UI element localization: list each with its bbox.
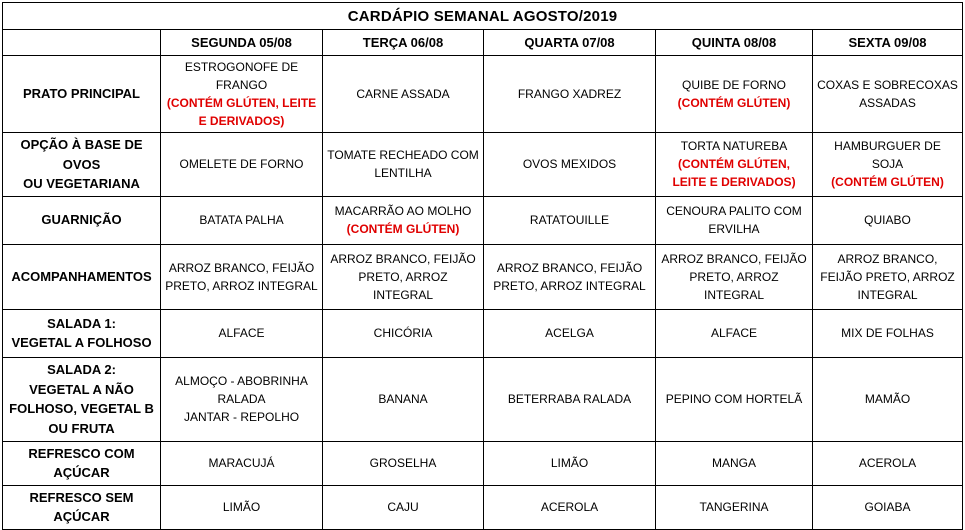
- menu-cell: [484, 441, 656, 485]
- menu-item-text: TANGERINA: [699, 500, 769, 514]
- menu-item-text: LIMÃO: [550, 456, 589, 470]
- menu-item-text: ACEROLA: [858, 456, 917, 470]
- menu-cell: [323, 309, 484, 357]
- menu-item-text: BATATA PALHA: [199, 213, 284, 227]
- column-header-day: QUARTA 07/08: [484, 30, 656, 56]
- menu-cell: [813, 309, 963, 357]
- row-label-line: ACOMPANHAMENTOS: [11, 268, 152, 284]
- column-header-day: SEGUNDA 05/08: [161, 30, 323, 56]
- row-label-line: GUARNIÇÃO: [41, 212, 122, 228]
- menu-item-text: ACEROLA: [540, 500, 599, 514]
- menu-cell: [323, 357, 484, 441]
- menu-item-text: TOMATE RECHEADO COM LENTILHA: [327, 148, 479, 181]
- allergen-note: (CONTÉM GLÚTEN): [677, 96, 791, 110]
- row-label: [3, 56, 161, 133]
- row-label: [3, 441, 161, 485]
- row-label: [3, 357, 161, 441]
- allergen-note: (CONTÉM GLÚTEN): [831, 175, 944, 190]
- row-label: [3, 133, 161, 197]
- row-label: [3, 244, 161, 309]
- menu-cell: [484, 133, 656, 197]
- menu-cell: [813, 485, 963, 529]
- allergen-note: (CONTÉM GLÚTEN, LEITE E DERIVADOS): [672, 157, 796, 190]
- table-row: [3, 56, 963, 133]
- menu-cell: [161, 133, 323, 197]
- corner-empty-cell: [3, 30, 161, 56]
- menu-item-text: JANTAR - REPOLHO: [183, 410, 300, 424]
- row-label-line: VEGETAL A FOLHOSO: [11, 335, 152, 350]
- weekly-menu-table: [2, 2, 963, 530]
- menu-body: [3, 56, 963, 530]
- menu-item-text: MANGA: [711, 456, 756, 470]
- day-header-row: [3, 30, 963, 56]
- menu-item-text: ARROZ BRANCO, FEIJÃO PRETO, ARROZ INTEGRAL: [820, 251, 955, 302]
- menu-cell: [161, 441, 323, 485]
- table-row: [3, 133, 963, 197]
- row-label-line: OU VEGETARIANA: [23, 176, 140, 191]
- menu-cell: [813, 441, 963, 485]
- menu-cell: [813, 56, 963, 133]
- menu-item-text: RATATOUILLE: [529, 213, 610, 227]
- menu-cell: [813, 196, 963, 244]
- menu-cell: [161, 196, 323, 244]
- menu-cell: [161, 56, 323, 133]
- row-label: [3, 309, 161, 357]
- menu-cell: [323, 196, 484, 244]
- menu-cell: [323, 56, 484, 133]
- row-label-line: REFRESCO SEM AÇÚCAR: [29, 489, 134, 524]
- table-row: [3, 196, 963, 244]
- menu-cell: [656, 485, 813, 529]
- table-row: [3, 485, 963, 529]
- menu-cell: [484, 56, 656, 133]
- menu-item-text: TORTA NATUREBA: [680, 139, 788, 154]
- row-label: [3, 196, 161, 244]
- menu-item-text: CENOURA PALITO COM ERVILHA: [666, 204, 802, 236]
- menu-item-text: LIMÃO: [222, 500, 261, 514]
- row-label: [3, 485, 161, 529]
- row-label-line: REFRESCO COM AÇÚCAR: [28, 445, 135, 480]
- row-label-line: OPÇÃO À BASE DE OVOS: [20, 137, 143, 172]
- menu-cell: [161, 309, 323, 357]
- menu-item-text: GROSELHA: [369, 456, 437, 470]
- menu-item-text: OVOS MEXIDOS: [522, 157, 617, 172]
- table-row: [3, 441, 963, 485]
- menu-cell: [323, 485, 484, 529]
- menu-cell: [484, 196, 656, 244]
- menu-cell: [656, 309, 813, 357]
- menu-item-text: ESTROGONOFE DE FRANGO: [184, 60, 299, 92]
- title-row: [3, 3, 963, 30]
- menu-item-text: BANANA: [378, 392, 428, 406]
- menu-item-text: CARNE ASSADA: [356, 87, 450, 101]
- menu-cell: [656, 56, 813, 133]
- menu-cell: [813, 133, 963, 197]
- menu-cell: [656, 441, 813, 485]
- menu-item-text: MAMÃO: [864, 392, 911, 406]
- menu-item-text: MARACUJÁ: [208, 456, 275, 470]
- menu-item-text: ARROZ BRANCO, FEIJÃO PRETO, ARROZ INTEGRAL: [165, 260, 318, 293]
- menu-cell: [656, 357, 813, 441]
- menu-item-text: CAJU: [387, 500, 419, 514]
- menu-cell: [323, 133, 484, 197]
- row-label-line: FOLHOSO, VEGETAL B: [9, 401, 154, 416]
- menu-cell: [323, 244, 484, 309]
- table-title: CARDÁPIO SEMANAL AGOSTO/2019: [3, 3, 963, 30]
- table-row: [3, 244, 963, 309]
- table-row: [3, 309, 963, 357]
- menu-item-text: BETERRABA RALADA: [507, 392, 632, 406]
- menu-item-text: ALMOÇO - ABOBRINHA RALADA: [175, 374, 308, 406]
- menu-item-text: PEPINO COM HORTELÃ: [665, 392, 803, 406]
- menu-item-text: ARROZ BRANCO, FEIJÃO PRETO, ARROZ INTEGRAL: [661, 251, 807, 302]
- menu-item-text: ARROZ BRANCO, FEIJÃO PRETO, ARROZ INTEGRAL: [330, 251, 476, 302]
- menu-item-text: COXAS E SOBRECOXAS ASSADAS: [817, 78, 958, 110]
- row-label-line: VEGETAL A NÃO: [29, 381, 134, 397]
- column-header-day: TERÇA 06/08: [323, 30, 484, 56]
- menu-item-text: ALFACE: [710, 326, 758, 340]
- row-label-line: SALADA 2:: [47, 362, 116, 377]
- menu-item-text: ALFACE: [218, 326, 265, 340]
- menu-item-text: FRANGO XADREZ: [517, 87, 622, 101]
- menu-item-text: HAMBURGUER DE SOJA: [834, 139, 941, 172]
- menu-cell: [656, 196, 813, 244]
- menu-item-text: MACARRÃO AO MOLHO: [334, 204, 472, 218]
- menu-item-text: GOIABA: [864, 500, 911, 514]
- row-label-line: SALADA 1:: [47, 315, 116, 331]
- menu-item-text: QUIBE DE FORNO: [681, 78, 786, 92]
- menu-cell: [161, 244, 323, 309]
- menu-cell: [484, 357, 656, 441]
- menu-item-text: CHICÓRIA: [373, 326, 433, 340]
- menu-item-text: ARROZ BRANCO, FEIJÃO PRETO, ARROZ INTEGRAL: [493, 260, 646, 293]
- menu-cell: [484, 244, 656, 309]
- menu-cell: [656, 133, 813, 197]
- menu-cell: [813, 244, 963, 309]
- menu-cell: [161, 357, 323, 441]
- menu-item-text: QUIABO: [864, 213, 911, 227]
- row-label-line: OU FRUTA: [48, 420, 115, 436]
- column-header-day: QUINTA 08/08: [656, 30, 813, 56]
- menu-cell: [813, 357, 963, 441]
- allergen-note: (CONTÉM GLÚTEN, LEITE E DERIVADOS): [166, 96, 317, 128]
- menu-item-text: MIX DE FOLHAS: [841, 326, 934, 340]
- menu-item-text: ACELGA: [545, 326, 594, 340]
- menu-cell: [161, 485, 323, 529]
- column-header-day: SEXTA 09/08: [813, 30, 963, 56]
- menu-cell: [484, 309, 656, 357]
- menu-cell: [484, 485, 656, 529]
- row-label-line: PRATO PRINCIPAL: [22, 86, 140, 102]
- menu-cell: [323, 441, 484, 485]
- allergen-note: (CONTÉM GLÚTEN): [346, 222, 460, 236]
- menu-cell: [656, 244, 813, 309]
- table-row: [3, 357, 963, 441]
- menu-item-text: OMELETE DE FORNO: [179, 157, 304, 172]
